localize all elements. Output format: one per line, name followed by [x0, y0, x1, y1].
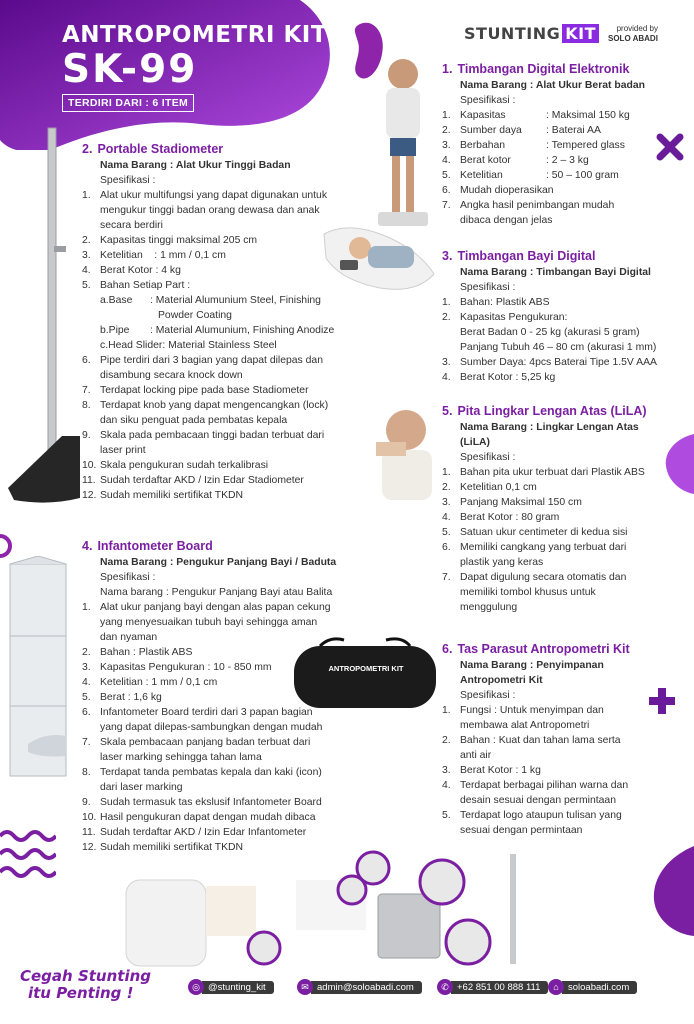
item-name: Nama Barang : Alat Ukur Berat badan — [460, 80, 645, 91]
weighing-scale-image — [372, 52, 434, 232]
website-contact[interactable] — [548, 979, 637, 995]
slogan — [20, 968, 151, 1002]
brand-main: STUNTING — [464, 24, 561, 43]
brand-logo — [464, 24, 599, 43]
website-url: soloabadi.com — [562, 981, 637, 994]
provider-label — [608, 24, 658, 44]
stadiometer-image — [8, 126, 88, 510]
spec-list: 1. Kapasitas : Maksimal 150 kg 2. Sumber daya : Baterai AA 3. Berbahan : Tempered glass 4. Berat kotor : 2 – 3 kg 5. Ketelitian : 50 – 100 gram 6. Mudah dioperasikan 7. Angka hasil penimbangan mudah dibaca dengan jelas — [442, 110, 630, 226]
wave-lines — [0, 826, 56, 886]
section-title: 6. Tas Parasut Antropometri Kit — [442, 642, 630, 656]
bottom-right-blob — [640, 846, 694, 936]
section-baby-scale — [442, 248, 688, 385]
provided-by-text: provided by — [616, 24, 658, 33]
phone-number: +62 851 00 888 111 — [451, 981, 548, 994]
model-number: SK-99 — [62, 47, 198, 92]
section-lila: 5. Pita Lingkar Lengan Atas (LiLA) Nama Barang : Lingkar Lengan Atas (LiLA) Spesifikasi : 1. Bahan pita ukur terbuat dari Plastik ABS 2. Ketelitian 0,1 cm 3. Panjang Maksimal 150 cm 4. Berat Kotor : 80 gram 5. Satuan ukur centimeter di kedua sisi 6. Memiliki cangkang yang terbuat dari plastik yang keras 7. Dapat digulung secara otomatis dan memiliki tombol khusus untuk menggulung — [442, 403, 688, 615]
instagram-handle: @stunting_kit — [202, 981, 274, 994]
spec-list: 1. Alat ukur panjang bayi dengan alas papan cekung yang menyesuaikan tubuh bayi sehingga aman dan nyaman 2. Bahan : Plastik ABS 3. Kapasitas Pengukuran : 10 - 850 mm 4. Ketelitian : 1 mm / 0,1 cm 5. Berat : 1,6 kg 6. Infantometer Board terdiri dari 3 papan bagian yang dapat dilepas-sambungkan dengan mudah 7. Skala pembacaan panjang badan terbuat dari laser marking sehingga tahan lama 8. Terdapat tanda pembatas kepala dan kaki (icon) dari laser marking 9. Sudah termasuk tas ekslusif Infantometer Board 10. Hasil pengukuran dapat dengan mudah dibaca 11. Sudah terdaftar AKD / Izin Edar Infantometer 12. Sudah memiliki sertifikat TKDN — [82, 602, 331, 853]
email-address: admin@soloabadi.com — [311, 981, 422, 994]
section-stadiometer — [82, 141, 372, 503]
section-title: 4. Infantometer Board — [82, 539, 213, 553]
header-title: ANTROPOMETRI KIT — [62, 22, 328, 48]
spec-list: 1. Bahan pita ukur terbuat dari Plastik ABS 2. Ketelitian 0,1 cm 3. Panjang Maksimal 150 cm 4. Berat Kotor : 80 gram 5. Satuan ukur centimeter di kedua sisi 6. Memiliki cangkang yang terbuat dari plastik yang keras 7. Dapat digulung secara otomatis dan memiliki tombol khusus untuk menggulung — [442, 467, 645, 613]
instagram-icon: ◎ — [188, 979, 204, 995]
section-infantometer — [82, 538, 372, 855]
brand-kit: KIT — [562, 24, 599, 43]
spec-label: Spesifikasi : — [460, 690, 516, 701]
section-title: 5. Pita Lingkar Lengan Atas (LiLA) — [442, 404, 647, 418]
spec-list: 1. Alat ukur multifungsi yang dapat digunakan untuk mengukur tinggi badan orang dewasa dan anak secara berdiri 2. Kapasitas tinggi maksimal 205 cm 3. Ketelitian : 1 mm / 0,1 cm 4. Berat Kotor : 4 kg 5. Bahan Setiap Part : a.Base : Material Alumunium Steel, Finishing Powder Coating b.Pipe : Material Alumunium, Finishing Anodize c.Head Slider: Material Stainless Steel 6. Pipe terdiri dari 3 bagian yang dapat dilepas dan disambung secara knock down 7. Terdapat locking pipe pada base Stadiometer 8. Terdapat knob yang dapat mengencangkan (lock) dan siku penguat pada pembatas kepala 9. Skala pada pembacaan tinggi badan terbuat dari laser print 10. Skala pengukuran sudah terkalibrasi 11. Sudah terdaftar AKD / Izin Edar Stadiometer 12. Sudah memiliki sertifikat TKDN — [82, 190, 335, 501]
spec-label: Spesifikasi : — [460, 282, 516, 293]
email-contact[interactable] — [297, 979, 422, 995]
whatsapp-icon: ✆ — [437, 979, 453, 995]
section-title: 3. Timbangan Bayi Digital — [442, 249, 596, 263]
slogan-line-1: Cegah Stunting — [20, 967, 152, 985]
spec-list: 1. Fungsi : Untuk menyimpan dan membawa alat Antropometri 2. Bahan : Kuat dan tahan lama serta anti air 3. Berat Kotor : 1 kg 4. Terdapat berbagai pilihan warna dan desain sesuai dengan permintaan 5. Terdapat logo ataupun tulisan yang sesuai dengan permintaan — [442, 705, 629, 836]
slogan-line-2: itu Penting ! — [28, 984, 134, 1002]
spec-label: Spesifikasi : — [100, 175, 156, 186]
section-bag: 6. Tas Parasut Antropometri Kit Nama Barang : Penyimpanan Antropometri Kit Spesifikasi : 1. Fungsi : Untuk menyimpan dan membawa alat Antropometri 2. Bahan : Kuat dan tahan lama serta anti air 3. Berat Kotor : 1 kg 4. Terdapat berbagai pilihan warna dan desain sesuai dengan permintaan 5. Terdapat logo ataupun tulisan yang sesuai dengan permintaan — [442, 641, 652, 838]
home-icon: ⌂ — [548, 979, 564, 995]
spec-label: Spesifikasi : — [460, 452, 516, 463]
item-count-badge: TERDIRI DARI : 6 ITEM — [62, 94, 194, 112]
item-name: Nama Barang : Penyimpanan — [460, 660, 604, 671]
item-name: Nama Barang : Lingkar Lengan Atas — [460, 422, 639, 433]
spec-label: Spesifikasi : — [460, 95, 516, 106]
spec-label: Spesifikasi : — [100, 572, 156, 583]
section-weighing-scale — [442, 61, 682, 228]
spec-list: 1. Bahan: Plastik ABS 2. Kapasitas Pengukuran: Berat Badan 0 - 25 kg (akurasi 5 gram) Panjang Tubuh 46 – 80 cm (akurasi 1 mm) 3. Sumber Daya: 4pcs Baterai Tipe 1.5V AAA 4. Berat Kotor : 5,25 kg — [442, 297, 657, 383]
section-title: 2. Portable Stadiometer — [82, 142, 224, 156]
item-name: Nama Barang : Timbangan Bayi Digital — [460, 267, 651, 278]
provider-name: SOLO ABADI — [608, 34, 658, 43]
item-name-alt: Nama barang : Pengukur Panjang Bayi atau Balita — [100, 587, 333, 598]
instagram-contact[interactable] — [188, 979, 274, 995]
phone-contact[interactable] — [437, 979, 548, 995]
item-name: Nama Barang : Pengukur Panjang Bayi / Baduta — [100, 557, 337, 568]
lila-image — [372, 402, 438, 506]
mail-icon: ✉ — [297, 979, 313, 995]
item-name: Nama Barang : Alat Ukur Tinggi Badan — [100, 160, 291, 171]
bag-label: ANTROPOMETRI KIT — [328, 664, 404, 673]
infantometer-image — [6, 556, 76, 784]
section-title: 1. Timbangan Digital Elektronik — [442, 62, 630, 76]
left-ring — [0, 534, 12, 558]
gallery-image — [120, 850, 560, 968]
